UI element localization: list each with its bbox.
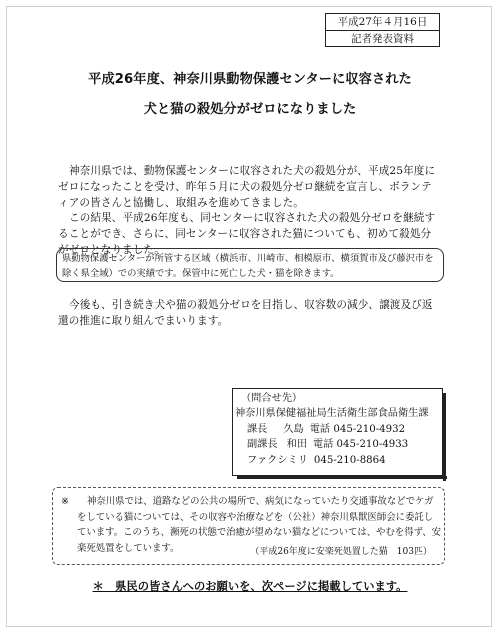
- title-line-2: 犬と猫の殺処分がゼロになりました: [143, 102, 357, 117]
- contact-row-deputy: [247, 437, 408, 453]
- contact-box-shadow-bottom: [237, 476, 447, 479]
- scope-note-lead: 県動物保護センターが所管する区域: [62, 253, 211, 264]
- paragraph-result: この結果、平成26年度も、同センターに収容された犬の殺処分ゼロを継続することができ、さらに、同センターに収容された猫についても、初めて殺処分がゼロとなりました。: [58, 212, 436, 256]
- footnote-box: [52, 487, 445, 565]
- closing-notice-text: ＊ 県民の皆さんへのお願いを、次ページに掲載しています。: [92, 580, 408, 593]
- footnote-mark: ※: [61, 496, 69, 507]
- contact-person: 久島: [283, 424, 304, 435]
- contact-box-shadow: [443, 393, 446, 481]
- paragraph-intro: 神奈川県では、動物保護センターに収容された犬の殺処分が、平成25年度にゼロになったことを受け、昨年５月に犬の殺処分ゼロ継続を宣言し、ボランティアの皆さんと協働し、取組みを進めてきました。: [58, 165, 436, 209]
- contact-role: 課長: [247, 424, 268, 435]
- release-date: 平成27年４月16日: [326, 14, 439, 31]
- contact-person: 和田: [286, 439, 307, 450]
- contact-phone: 電話 045-210-4933: [312, 439, 409, 450]
- contact-label: （問合せ先）: [241, 393, 303, 404]
- contact-row-fax: [247, 453, 386, 469]
- footnote-text: 神奈川県では、道路などの公共の場所で、病気になっていたり交通事故などでケガをしている猫については、その収容や治療などを（公社）神奈川県獣医師会に委託しています。このうち、瀕死の状態で治癒が望めない猫などについては、やむを得ず、安楽死処置をしています。: [77, 496, 441, 554]
- scope-note: [56, 248, 444, 282]
- contact-fax-number: 045-210-8864: [313, 455, 386, 466]
- contact-phone: 電話 045-210-4932: [309, 424, 406, 435]
- scope-note-area: （横浜市、川崎市、相模原市、横須賀市及び藤沢市を除く県全域）: [62, 253, 434, 279]
- contact-box: [232, 388, 443, 476]
- paragraph-future: 今後も、引き続き犬や猫の殺処分ゼロを目指し、収容数の減少、譲渡及び返還の推進に取り組んでまいります。: [58, 299, 433, 327]
- closing-notice: [0, 578, 500, 594]
- contact-row-chief: [247, 422, 405, 438]
- press-release-tag: 記者発表資料: [351, 33, 414, 45]
- header-box: [325, 13, 440, 47]
- euthanasia-count: （平成26年度に安楽死処置した猫 103匹）: [250, 547, 432, 557]
- title-line-1: 平成26年度、神奈川県動物保護センターに収容された: [88, 72, 412, 87]
- contact-role: ファクシミリ: [247, 455, 308, 466]
- contact-organization: 神奈川県保健福祉局生活衛生部食品衛生課: [235, 408, 429, 419]
- scope-note-tail: での実績です。保管中に死亡した犬・猫を除きます。: [117, 268, 340, 279]
- contact-role: 副課長: [247, 439, 278, 450]
